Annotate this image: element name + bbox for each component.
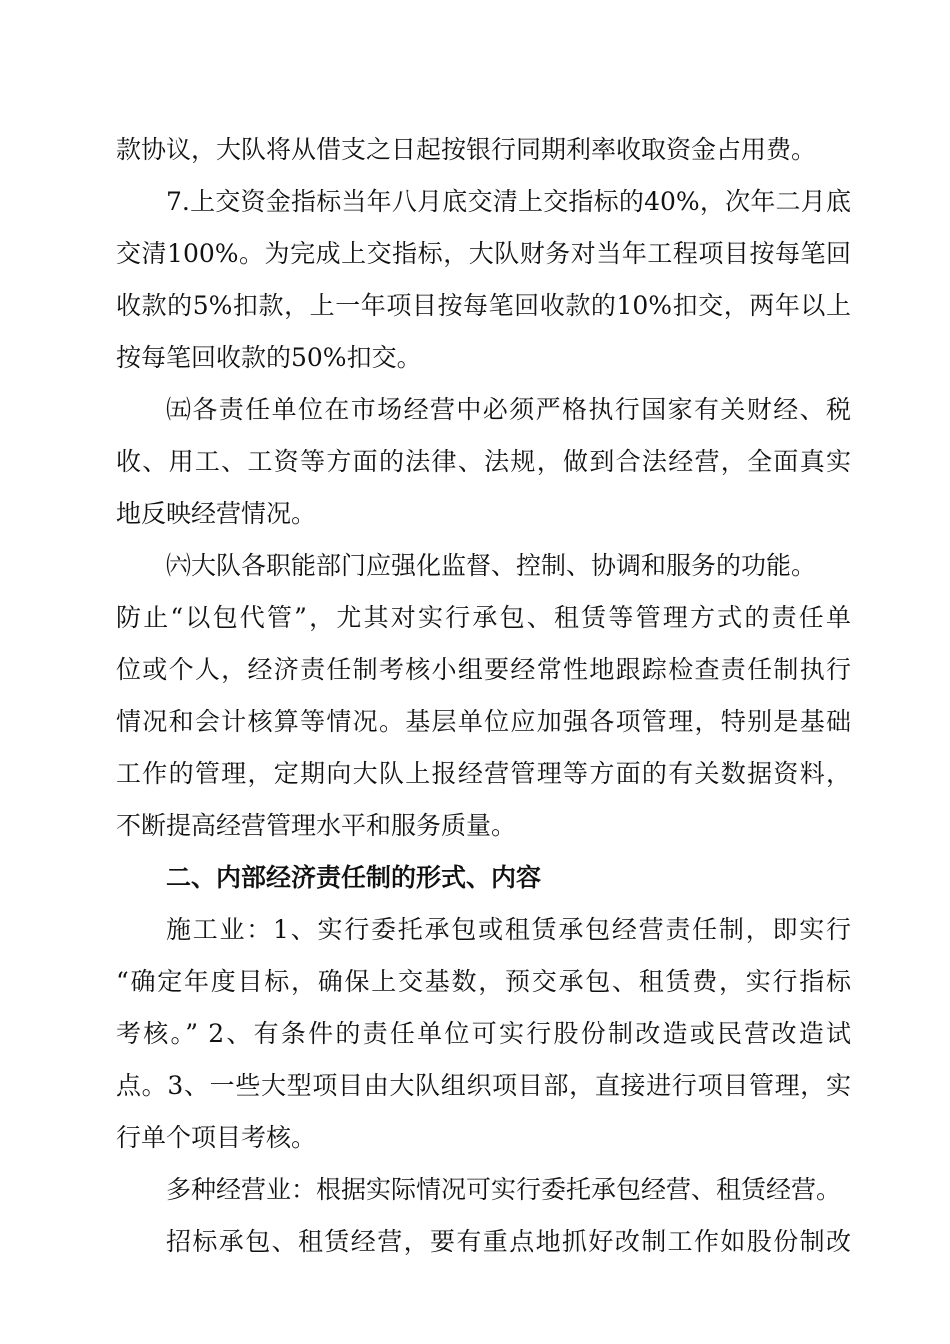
paragraph-line: 点。3、一些大型项目由大队组织项目部，直接进行项目管理，实 <box>116 1071 851 1100</box>
paragraph-line: 考核。” 2、有条件的责任单位可实行股份制改造或民营改造试 <box>116 1019 851 1048</box>
document-body <box>116 124 851 1268</box>
paragraph-line: 收、用工、工资等方面的法律、法规，做到合法经营，全面真实 <box>116 447 851 476</box>
paragraph-line: 情况和会计核算等情况。基层单位应加强各项管理，特别是基础 <box>116 707 851 736</box>
paragraph-line: 收款的5%扣款，上一年项目按每笔回收款的10%扣交，两年以上 <box>116 291 851 320</box>
paragraph-line: 款协议，大队将从借支之日起按银行同期利率收取资金占用费。 <box>116 135 817 164</box>
paragraph-line: ㈥大队各职能部门应强化监督、控制、协调和服务的功能。 <box>166 551 817 580</box>
paragraph-line: 多种经营业：根据实际情况可实行委托承包经营、租赁经营。 <box>166 1175 842 1204</box>
section-heading: 二、内部经济责任制的形式、内容 <box>166 863 542 892</box>
paragraph-line: 招标承包、租赁经营，要有重点地抓好改制工作如股份制改 <box>166 1227 851 1256</box>
paragraph-line: 施工业：1、实行委托承包或租赁承包经营责任制，即实行 <box>166 915 851 944</box>
paragraph-line: 交清100%。为完成上交指标，大队财务对当年工程项目按每笔回 <box>116 239 851 268</box>
paragraph-line: 不断提高经营管理水平和服务质量。 <box>116 811 517 840</box>
paragraph-line: “确定年度目标，确保上交基数，预交承包、租赁费，实行指标 <box>116 967 851 996</box>
paragraph-line: 位或个人，经济责任制考核小组要经常性地跟踪检查责任制执行 <box>116 655 851 684</box>
paragraph-line: 地反映经营情况。 <box>116 499 317 528</box>
paragraph-line: ㈤各责任单位在市场经营中必须严格执行国家有关财经、税 <box>166 395 851 424</box>
paragraph-line: 行单个项目考核。 <box>116 1123 317 1152</box>
paragraph-line: 工作的管理，定期向大队上报经营管理等方面的有关数据资料， <box>116 759 851 788</box>
paragraph-line: 防止“以包代管”，尤其对实行承包、租赁等管理方式的责任单 <box>116 603 851 632</box>
paragraph-line: 按每笔回收款的50%扣交。 <box>116 343 422 372</box>
paragraph-line: 7.上交资金指标当年八月底交清上交指标的40%，次年二月底 <box>166 187 851 216</box>
